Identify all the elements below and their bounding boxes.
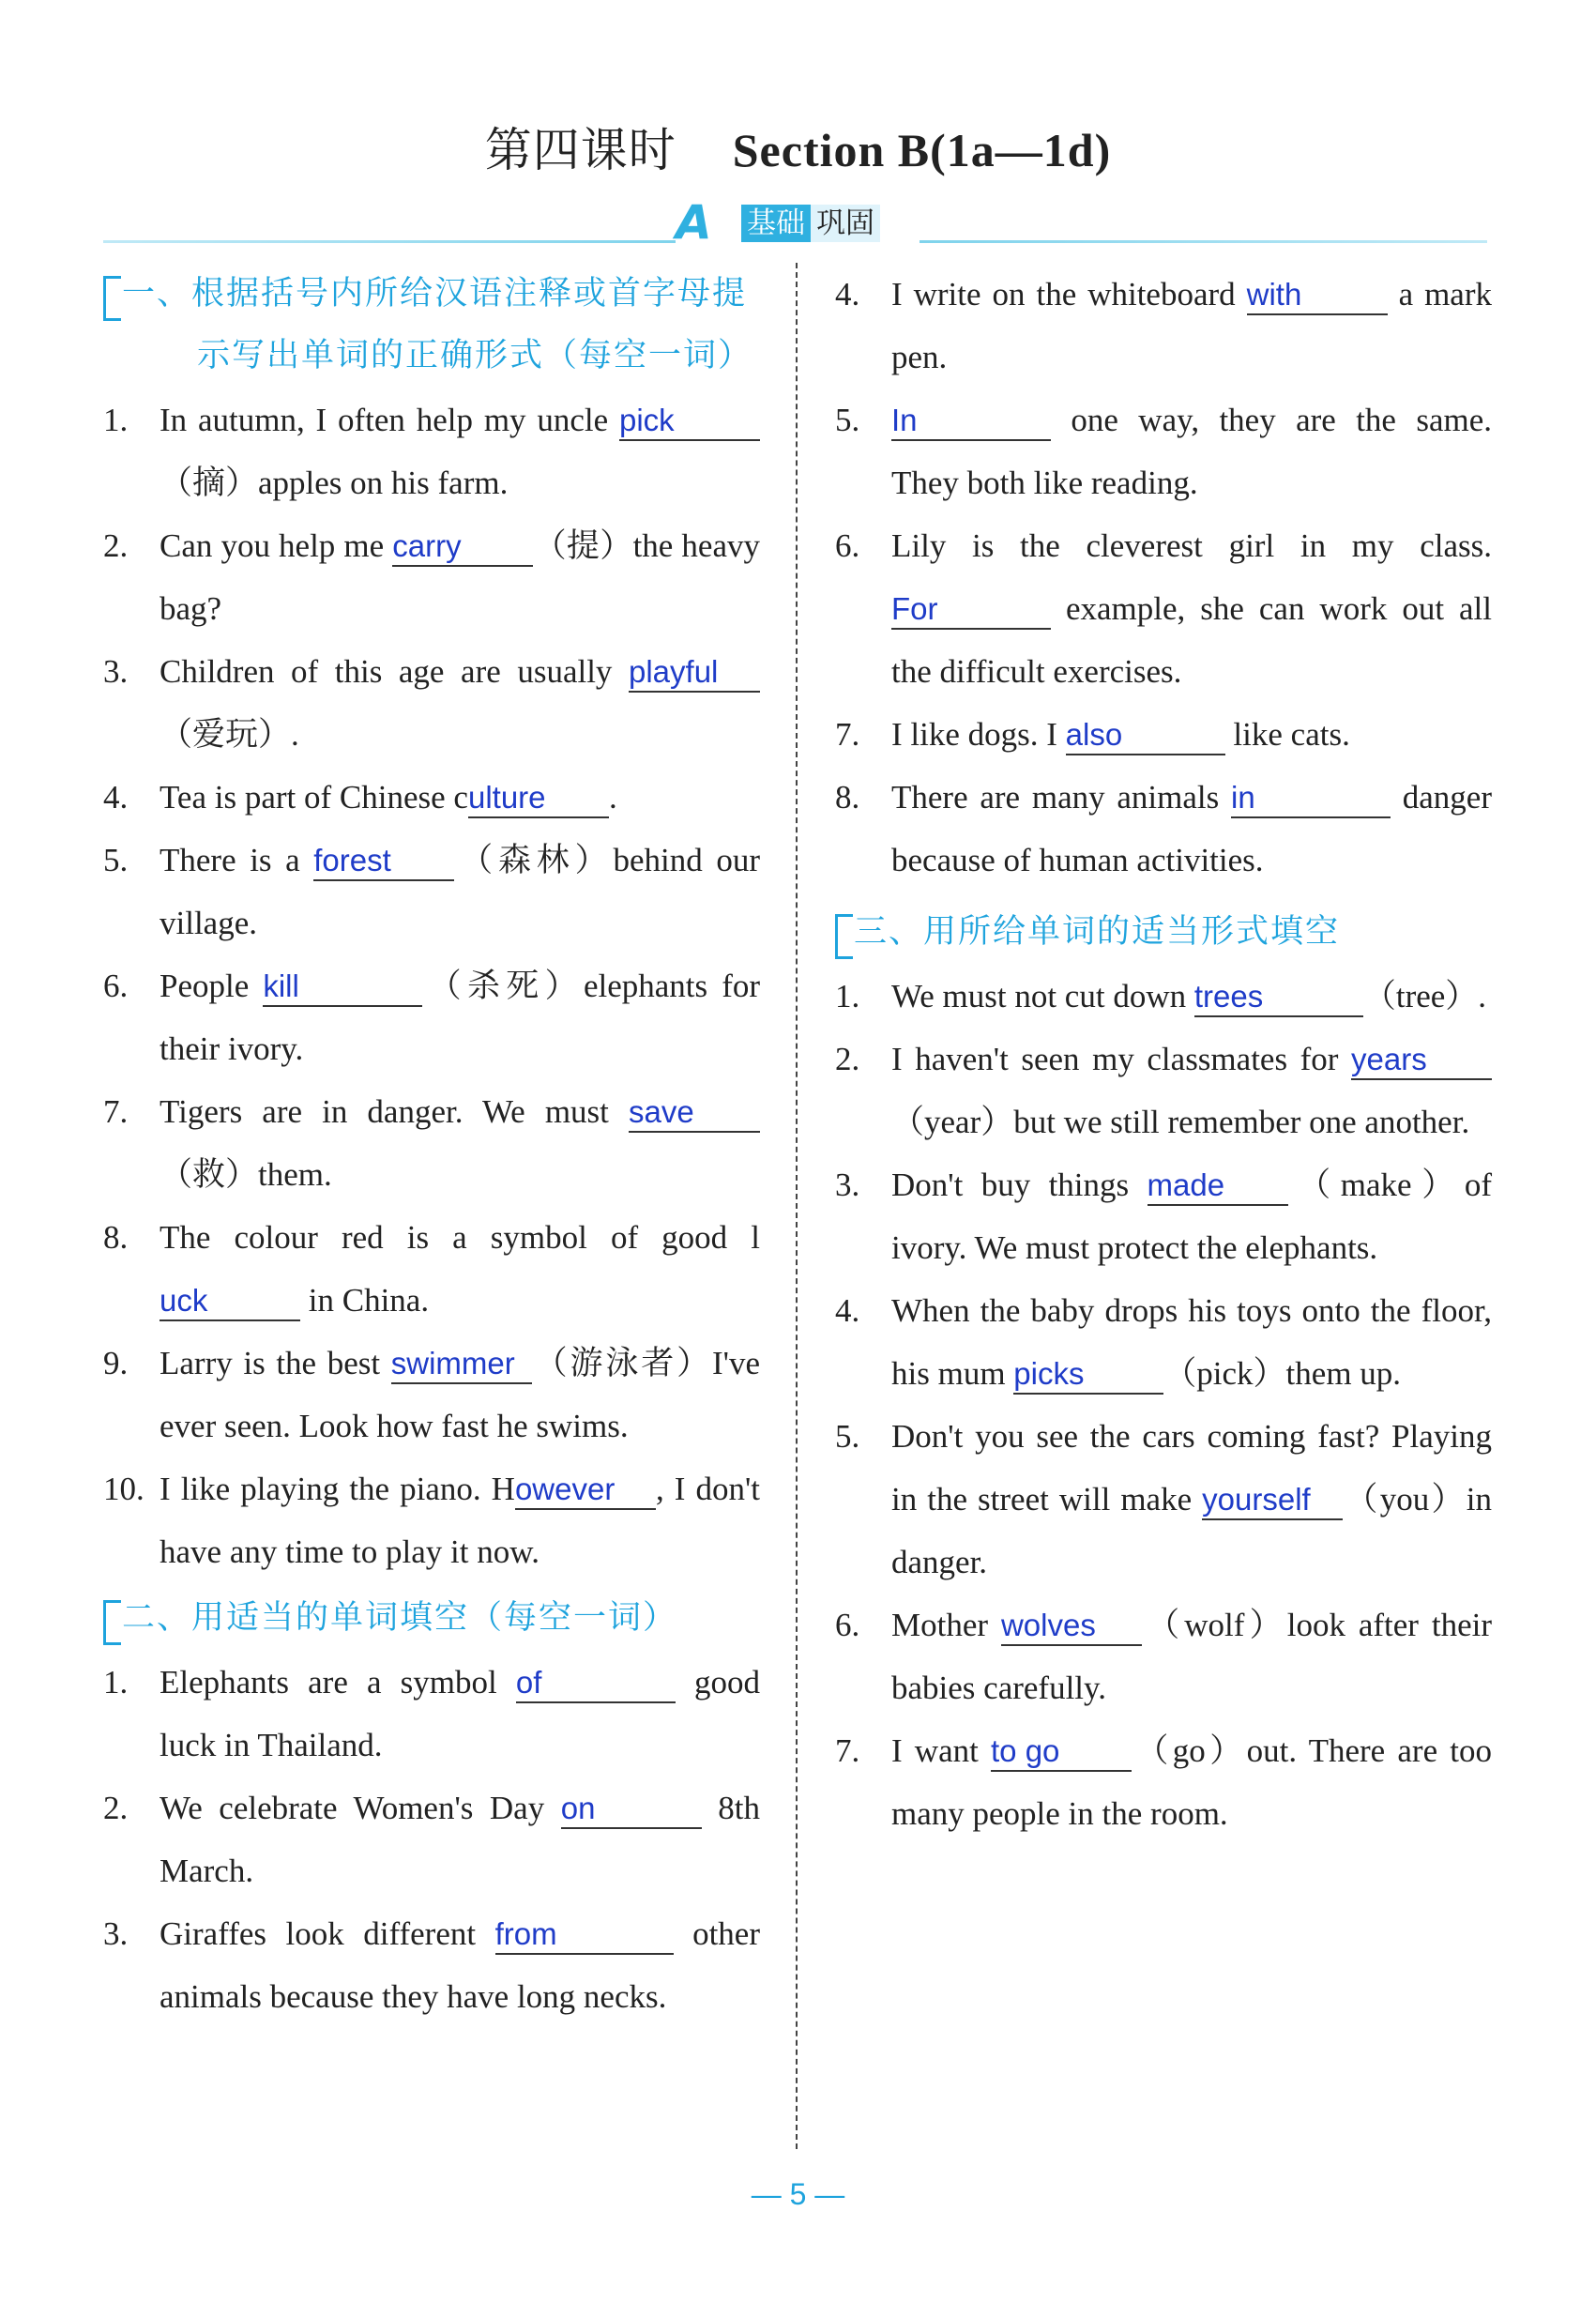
item-number: 1. [835,978,860,1014]
answer-blank[interactable]: playful [629,653,760,693]
item-text-after: （摘）apples on his farm. [160,465,509,501]
exercise-item [835,514,1492,703]
section-1-heading [103,263,760,387]
exercise-item [835,965,1492,1028]
exercise-item [103,1332,760,1457]
answer-blank[interactable]: ulture [468,779,609,818]
right-column [835,263,1492,1845]
item-text [160,1206,760,1332]
item-text [160,1651,760,1777]
answer-blank[interactable]: in [1231,779,1391,818]
exercise-item [103,1902,760,2028]
item-number: 6. [835,1607,860,1643]
item-text-before: In autumn, I often help my uncle [160,402,619,438]
answer-blank[interactable]: For [891,590,1051,630]
exercise-item [835,263,1492,389]
exercise-item [835,703,1492,766]
item-text-before: I like playing the piano. H [160,1471,515,1507]
item-text-after: . [608,779,617,816]
item-text-after: （游泳者）I've ever seen. Look how fast he swims. [160,1345,760,1444]
section-1-list [103,389,760,1583]
item-text-after: good luck in Thailand. [160,1664,760,1763]
item-text [891,1028,1492,1153]
answer-blank[interactable]: carry [392,527,533,567]
item-number: 5. [103,842,129,878]
item-text-before: When the baby drops his toys onto the floor, his mum [891,1292,1492,1392]
item-text [160,1457,760,1583]
exercise-item [835,1153,1492,1279]
answer-blank[interactable]: wolves [1001,1607,1142,1646]
item-text-before: Lily is the cleverest girl in my class. [891,527,1492,564]
item-text-before: There is a [160,842,314,878]
item-text-before: I want [891,1732,991,1769]
item-number: 8. [835,779,860,816]
item-text [160,1332,760,1457]
page-title [0,113,1596,180]
section-banner [103,195,1487,250]
item-number: 6. [835,527,860,564]
item-text [160,389,760,514]
item-text [891,514,1492,703]
item-text-after: （pick）them up. [1163,1355,1402,1392]
item-number: 4. [835,1292,860,1329]
banner-badge [741,205,880,242]
item-number: 1. [103,402,129,438]
exercise-item [835,1594,1492,1719]
lesson-title-en: Section B(1a—1d) [732,124,1112,176]
item-text [160,640,760,766]
item-text [891,1153,1492,1279]
exercise-item [103,1206,760,1332]
answer-blank[interactable]: yourself [1202,1481,1343,1520]
item-text-after: in China. [300,1282,430,1319]
item-text [891,766,1492,892]
item-text-before: There are many animals [891,779,1231,816]
item-text-before: Elephants are a symbol [160,1664,516,1701]
exercise-item [103,1777,760,1902]
item-text [160,514,760,640]
item-text-after: （make）of ivory. We must protect the elephants. [891,1167,1493,1266]
item-text [891,965,1492,1028]
answer-blank[interactable]: forest [313,842,454,881]
item-text-after: （提）the heavy bag? [160,527,760,627]
exercise-item [103,1080,760,1206]
item-text-after: example, she can work out all the difficult exercises. [891,590,1492,690]
answer-blank[interactable]: on [561,1790,702,1829]
item-text-before: People [160,968,264,1004]
exercise-item [103,766,760,829]
item-number: 2. [835,1041,860,1077]
answer-blank[interactable]: uck [160,1282,300,1321]
section-1-heading-line1: 一、根据括号内所给汉语注释或首字母提 [122,275,748,313]
item-text [891,1594,1492,1719]
answer-blank[interactable]: with [1247,276,1388,315]
item-text-after: （森林）behind our village. [160,842,760,941]
item-text-before: I like dogs. I [891,716,1066,753]
answer-blank[interactable]: to go [991,1732,1132,1772]
item-text [160,1777,760,1902]
section-3-heading: 三、用所给单词的适当形式填空 [835,901,1492,963]
banner-part1: 基础 [741,205,811,242]
item-number: 6. [103,968,129,1004]
item-text [891,389,1492,514]
item-text-after: （go）out. There are too many people in the room. [891,1732,1492,1832]
item-number: 2. [103,527,129,564]
banner-rule-right [920,240,1487,243]
exercise-item [835,1405,1492,1594]
answer-blank[interactable]: owever [515,1471,656,1510]
item-text-before: Tigers are in danger. We must [160,1093,629,1130]
item-text-after: （救）them. [160,1156,332,1193]
item-text [160,829,760,954]
answer-blank[interactable]: picks [1013,1355,1163,1395]
item-number: 8. [103,1219,129,1256]
answer-blank[interactable]: save [629,1093,760,1133]
answer-blank[interactable]: also [1066,716,1225,755]
item-text-before: Giraffes look different [160,1915,495,1952]
item-text-after: , I don't have any time to play it now. [160,1471,761,1570]
item-text-before: Can you help me [160,527,393,564]
item-text [891,1719,1492,1845]
page-number: — 5 — [751,2177,845,2211]
answer-blank[interactable]: trees [1194,978,1363,1017]
item-text-after: （year）but we still remember one another. [891,1104,1470,1140]
item-number: 3. [103,1915,129,1952]
exercise-item [103,1651,760,1777]
item-text [891,703,1492,766]
item-number: 1. [103,1664,129,1701]
item-text-before: The colour red is a symbol of good l [160,1219,760,1256]
answer-blank[interactable]: made [1148,1167,1288,1206]
answer-blank[interactable]: In [891,402,1051,441]
left-column [103,263,760,2028]
item-text [891,1405,1492,1594]
item-text-before: I write on the whiteboard [891,276,1247,313]
item-text-after: like cats. [1224,716,1350,753]
item-text [891,263,1492,389]
item-text-before: We celebrate Women's Day [160,1790,561,1826]
exercise-item [103,829,760,954]
item-number: 7. [103,1093,129,1130]
answer-blank[interactable]: kill [263,968,422,1007]
item-text-after: other animals because they have long necks. [160,1915,760,2015]
exercise-item [835,1028,1492,1153]
item-text-before: Larry is the best [160,1345,391,1381]
answer-blank[interactable]: years [1351,1041,1492,1080]
item-text-before: I haven't seen my classmates for [891,1041,1351,1077]
item-text-after: （you）in danger. [891,1481,1492,1580]
item-text [891,1279,1492,1405]
answer-blank[interactable]: of [516,1664,676,1703]
section-2-heading: 二、用适当的单词填空（每空一词） [103,1587,760,1649]
section-2-list-left [103,1651,760,2028]
item-text-before: Don't buy things [891,1167,1148,1203]
item-text-before: Tea is part of Chinese c [160,779,468,816]
item-text-after: one way, they are the same. They both like reading. [891,402,1492,501]
item-number: 4. [103,779,129,816]
exercise-item [103,640,760,766]
item-text [160,766,760,829]
answer-blank[interactable]: from [495,1915,674,1955]
item-number: 3. [835,1167,860,1203]
item-number: 7. [835,1732,860,1769]
exercise-item [835,1719,1492,1845]
section-1-heading-line2: 示写出单词的正确形式（每空一词） [197,337,753,374]
exercise-item [103,514,760,640]
lesson-title-cn: 第四课时 [484,123,676,177]
item-number: 7. [835,716,860,753]
item-text-before: Children of this age are usually [160,653,629,690]
answer-blank[interactable]: pick [619,402,760,441]
column-divider [796,263,798,2149]
item-text-after: a mark pen. [891,276,1492,375]
item-text-before: We must not cut down [891,978,1194,1014]
banner-rule-left [103,240,676,243]
item-text-after: （tree）. [1362,978,1487,1014]
item-number: 5. [835,1418,860,1455]
exercise-item [103,1457,760,1583]
exercise-item [835,389,1492,514]
item-number: 5. [835,402,860,438]
item-text [160,1080,760,1206]
item-text-after: （杀死）elephants for their ivory. [160,968,761,1067]
exercise-item [835,766,1492,892]
exercise-item [103,389,760,514]
item-number: 2. [103,1790,129,1826]
section-2-list-right [835,263,1492,892]
exercise-item [103,954,760,1080]
item-text-after: 8th March. [160,1790,760,1889]
item-text-before: Don't you see the cars coming fast? Playing in the street will make [891,1418,1492,1518]
item-text-after: （wolf）look after their babies carefully. [891,1607,1492,1706]
answer-blank[interactable]: swimmer [391,1345,532,1384]
item-number: 4. [835,276,860,313]
item-text-after: danger because of human activities. [891,779,1492,878]
item-number: 3. [103,653,129,690]
banner-letter: A [676,195,712,250]
item-text-before: Mother [891,1607,1001,1643]
item-text [160,1902,760,2028]
item-text-after: （爱玩）. [160,716,299,753]
exercise-item [835,1279,1492,1405]
item-number: 10. [103,1471,144,1507]
banner-part2: 巩固 [811,205,880,242]
item-number: 9. [103,1345,129,1381]
item-text [160,954,760,1080]
section-3-list [835,965,1492,1845]
